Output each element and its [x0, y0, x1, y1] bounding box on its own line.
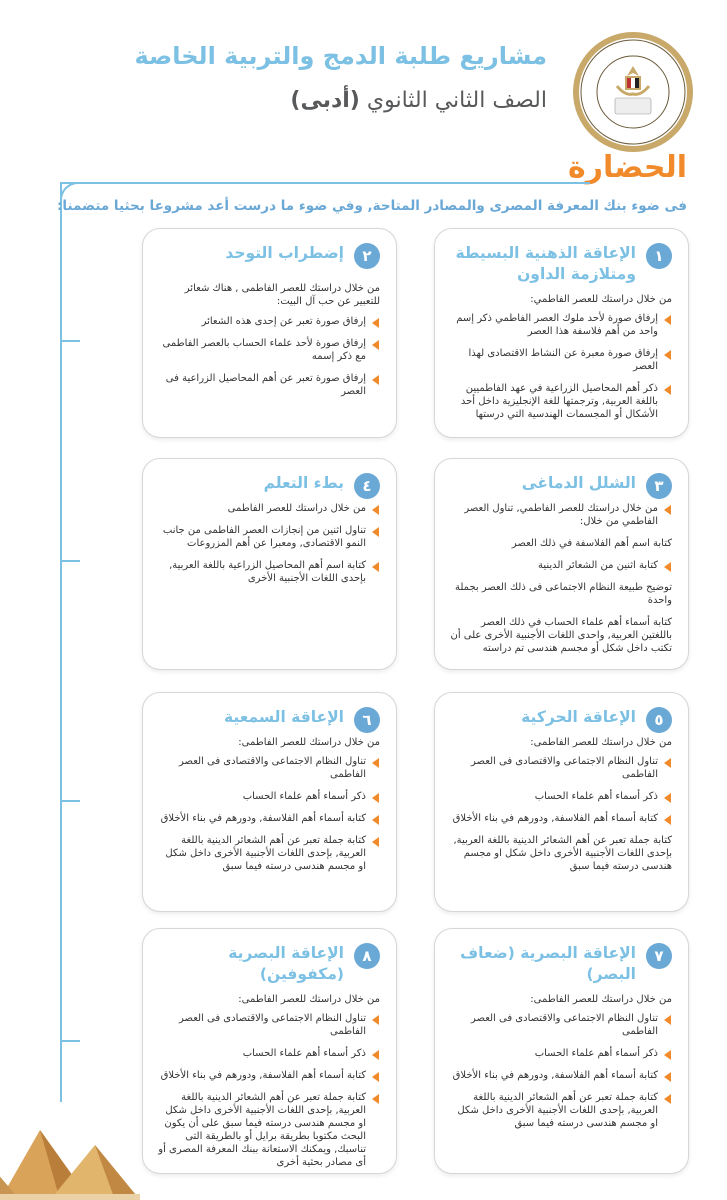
pyramids-illustration	[0, 1090, 140, 1200]
card-number: ٤	[354, 473, 380, 499]
card-number: ٨	[354, 943, 380, 969]
card-item: تناول النظام الاجتماعى والاقتصادى فى العصر الفاطمى	[157, 1012, 380, 1038]
card-item: تناول النظام الاجتماعى والاقتصادى فى العصر الفاطمى	[449, 755, 672, 781]
card-item: إرفاق صورة تعبر عن أهم المحاصيل الزراعية فى العصر	[157, 372, 380, 398]
card-title: بطء التعلم	[263, 474, 344, 492]
card-item: كتابة جملة تعبر عن أهم الشعائر الدينية باللغة العربية, بإحدى اللغات الأجنبية الأخرى داخل شكل او مجسم هندسى درسته فيما سبق	[157, 834, 380, 873]
card-title: الإعاقة السمعية	[224, 708, 344, 726]
card-item: كتابة جملة تعبر عن أهم الشعائر الدينية باللغة العربية, بإحدى اللغات الأجنبية الأخرى داخل شكل او مجسم هندسى درسته فيما سبق	[449, 1091, 672, 1130]
card-item: ذكر أسماء أهم علماء الحساب	[157, 790, 380, 803]
card-item: إرفاق صورة لأحد ملوك العصر الفاطمي ذكر إسم واحد من أهم فلاسفة هذا العصر	[449, 312, 672, 338]
card-item: ذكر أسماء أهم علماء الحساب	[449, 790, 672, 803]
card-title: الإعاقة البصرية (ضعاف البصر)	[460, 944, 636, 983]
card-item: إرفاق صورة تعبر عن إحدى هذه الشعائر	[157, 315, 380, 328]
project-card	[142, 692, 397, 912]
timeline-tick	[60, 1040, 80, 1042]
project-card	[142, 458, 397, 670]
project-card	[142, 228, 397, 438]
card-lead: من خلال دراستك للعصر الفاطمى:	[530, 736, 672, 748]
card-item: ذكر أسماء أهم علماء الحساب	[157, 1047, 380, 1060]
card-lead: من خلال دراستك للعصر الفاطمى:	[530, 993, 672, 1005]
card-title: الإعاقة الحركية	[521, 708, 636, 726]
page-subtitle	[127, 88, 547, 113]
project-card	[434, 692, 689, 912]
card-item: كتابة أسماء أهم الفلاسفة, ودورهم في بناء الأخلاق	[449, 1069, 672, 1082]
section-title: الحضارة	[568, 150, 687, 185]
card-number: ٢	[354, 243, 380, 269]
card-item: من خلال دراستك للعصر الفاطمي, تناول العصر الفاطمي من خلال:	[449, 502, 672, 528]
card-item: توضيح طبيعة النظام الاجتماعى فى ذلك العصر بجملة واحدة	[454, 581, 672, 606]
track-label: (أدبى)	[290, 88, 360, 113]
timeline-tick	[60, 340, 80, 342]
project-card	[434, 928, 689, 1174]
timeline-tick	[60, 560, 80, 562]
card-item: كتابة اسم أهم الفلاسفة في ذلك العصر	[511, 537, 672, 549]
card-item: إرفاق صورة لأحد علماء الحساب بالعصر الفاطمى مع ذكر إسمه	[157, 337, 380, 363]
card-title: الإعاقة الذهنية البسيطة ومتلازمة الداون	[455, 244, 636, 283]
card-item: كتابة أسماء أهم الفلاسفة, ودورهم في بناء الأخلاق	[157, 812, 380, 825]
card-lead: من خلال دراستك للعصر الفاطمى:	[238, 736, 380, 748]
project-card	[142, 928, 397, 1174]
card-lead: من خلال دراستك للعصر الفاطمى:	[238, 993, 380, 1005]
card-item: كتابة أسماء أهم الفلاسفة, ودورهم في بناء الأخلاق	[157, 1069, 380, 1082]
card-title: الشلل الدماغى	[521, 474, 636, 492]
project-card	[434, 458, 689, 670]
card-item: ذكر أهم المحاصيل الزراعية في عهد الفاطميين باللغة العربية, وترجمتها للغة الإنجليزية داخل أحد الأشكال أو المجسمات الهندسية التي درستها	[449, 382, 672, 421]
card-item: كتابة اثنين من الشعائر الدينية	[449, 559, 672, 572]
card-lead: من خلال دراستك للعصر الفاطمى , هناك شعائر للتعبير عن حب آل البيت:	[184, 282, 380, 308]
card-item: تناول اثنين من إنجازات العصر الفاطمى من جانب النمو الاقتصادى, ومعبرا عن أهم المزروعات	[157, 524, 380, 550]
card-item: كتابة أسماء أهم الفلاسفة, ودورهم في بناء الأخلاق	[449, 812, 672, 825]
timeline-top	[60, 182, 590, 184]
card-item: ذكر أسماء أهم علماء الحساب	[449, 1047, 672, 1060]
grade-label: الصف الثاني الثانوي	[366, 88, 547, 113]
card-title: الإعاقة البصرية (مكفوفين)	[228, 944, 344, 983]
card-number: ١	[646, 243, 672, 269]
card-number: ٣	[646, 473, 672, 499]
card-number: ٦	[354, 707, 380, 733]
project-card	[434, 228, 689, 438]
section-intro: فى ضوء بنك المعرفة المصرى والمصادر المتاحة, وفي ضوء ما درست أعد مشروعا بحثيا متضمنا:	[57, 198, 687, 214]
card-item: تناول النظام الاجتماعى والاقتصادى فى العصر الفاطمى	[449, 1012, 672, 1038]
card-item: من خلال دراستك للعصر الفاطمى	[157, 502, 380, 515]
page-title: مشاريع طلبة الدمج والتربية الخاصة	[134, 42, 547, 70]
card-item: إرفاق صورة معبرة عن النشاط الاقتصادى لهذا العصر	[449, 347, 672, 373]
card-item: كتابة جملة تعبر عن أهم الشعائر الدينية باللغة العربية, بإحدى اللغات الأجنبية الأخرى داخل شكل او مجسم هندسى درسته فيما سبق	[453, 835, 672, 873]
timeline-tick	[60, 800, 80, 802]
card-item: كتابة اسم أهم المحاصيل الزراعية باللغة العربية, بإحدى اللغات الأجنبية الأخرى	[157, 559, 380, 585]
card-item: كتابة أسماء أهم علماء الحساب في ذلك العصر باللغتين العربية, واحدى اللغات الأجنبية الأخرى على أن تكتب داخل شكل أو مجسم هندسى تم دراسته	[450, 616, 672, 654]
card-number: ٧	[646, 943, 672, 969]
ministry-logo	[569, 28, 697, 156]
card-lead: من خلال دراستك للعصر الفاطمي:	[530, 293, 672, 305]
card-title: إضطراب التوحد	[225, 244, 344, 262]
timeline-line	[60, 182, 62, 1102]
card-number: ٥	[646, 707, 672, 733]
card-item: كتابة جملة تعبر عن أهم الشعائر الدينية باللغة العربية, بإحدى اللغات الأجنبية الأخرى داخل شكل او مجسم هندسى درسته فيما سبق على أن يكون البحث مكتوبا بطريقة برايل أو بالطريقة التى تناسبك, ويمكنك الاستعانة ببنك المعرفة المصرى أو أى مصادر بحثية أخرى	[157, 1091, 380, 1169]
card-item: تناول النظام الاجتماعى والاقتصادى فى العصر الفاطمى	[157, 755, 380, 781]
